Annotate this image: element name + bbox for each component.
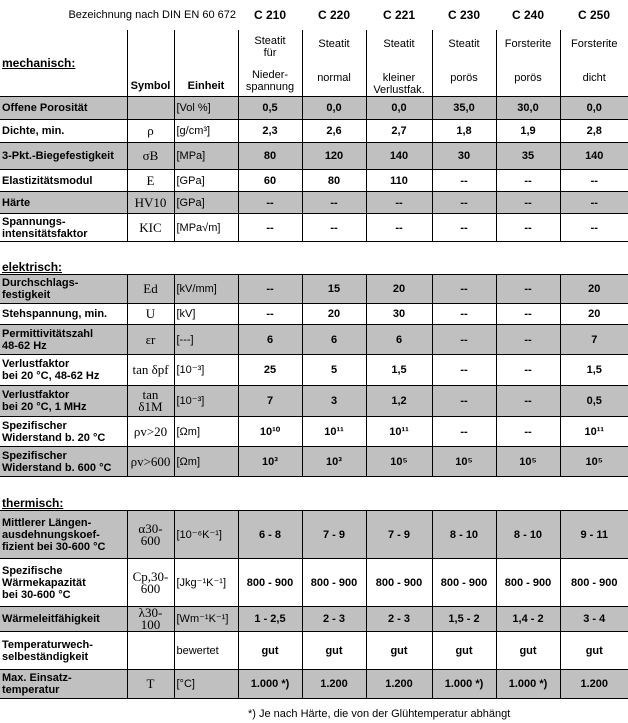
value-cell: 8 - 10 xyxy=(496,511,560,559)
header-title: Bezeichnung nach DIN EN 60 672 xyxy=(68,9,236,21)
value-cell: 25 xyxy=(238,355,302,386)
value-cell: 1.200 xyxy=(366,670,432,699)
material-name-line: dicht xyxy=(582,72,606,84)
property-name xyxy=(0,170,127,192)
value-cell: 35,0 xyxy=(432,97,496,120)
value-cell: 1.200 xyxy=(302,670,366,699)
symbol: εr xyxy=(127,325,174,355)
value-cell: 10¹¹ xyxy=(560,417,628,447)
value-cell: -- xyxy=(238,275,302,304)
symbol: ρv>600 xyxy=(127,447,174,477)
material-name-line xyxy=(499,84,558,96)
unit: [g/cm³] xyxy=(174,120,238,143)
value-cell: 20 xyxy=(302,304,366,325)
value-cell: -- xyxy=(560,170,628,192)
symbol: tan δ1M xyxy=(127,386,174,417)
value-cell: -- xyxy=(238,214,302,242)
value-cell: 140 xyxy=(366,143,432,170)
property-name-line: Elastizitätsmodul xyxy=(2,174,93,187)
value-cell: -- xyxy=(432,192,496,214)
unit: [10⁻³] xyxy=(174,355,238,386)
material-name-line: Nieder- xyxy=(251,69,289,81)
value-cell: 10¹¹ xyxy=(302,417,366,447)
spacer-row xyxy=(0,477,628,496)
property-row xyxy=(0,192,628,214)
value-cell: -- xyxy=(496,275,560,304)
value-cell: 10⁵ xyxy=(560,447,628,477)
property-name-line: intensitätsfaktor xyxy=(2,227,88,240)
property-name-line: temperatur xyxy=(2,684,60,696)
value-cell: -- xyxy=(560,192,628,214)
property-name-line: Offene Porosität xyxy=(2,102,88,114)
unit: [Jkg⁻¹K⁻¹] xyxy=(174,559,238,607)
value-cell: -- xyxy=(432,275,496,304)
property-name-line: bei 30-600 °C xyxy=(2,588,71,601)
value-cell: 7 - 9 xyxy=(366,511,432,559)
property-name xyxy=(0,97,127,120)
material-name-line: porös xyxy=(514,72,542,84)
value-cell: 80 xyxy=(238,143,302,170)
material-code: C 250 xyxy=(577,8,611,22)
property-name-line: Wärmekapazität xyxy=(2,576,86,589)
value-cell: 0,5 xyxy=(238,97,302,120)
value-cell: 1.000 *) xyxy=(238,670,302,699)
value-cell: gut xyxy=(366,632,432,670)
value-cell: 3 - 4 xyxy=(560,607,628,632)
unit: [MPa√m] xyxy=(174,214,238,242)
value-cell: 6 xyxy=(302,325,366,355)
property-name-line: Dichte, min. xyxy=(2,125,65,137)
value-cell: -- xyxy=(496,170,560,192)
value-cell: 2,3 xyxy=(238,120,302,143)
material-name-line: Steatit xyxy=(318,38,350,50)
property-row xyxy=(0,214,628,242)
property-name-line: Spezifische xyxy=(2,564,63,577)
value-cell: 0,0 xyxy=(302,97,366,120)
symbol: HV10 xyxy=(127,192,174,214)
value-cell: 10⁵ xyxy=(432,447,496,477)
material-name xyxy=(366,30,432,97)
unit: [Wm⁻¹K⁻¹] xyxy=(174,607,238,632)
material-code: C 210 xyxy=(253,8,287,22)
value-cell: -- xyxy=(432,386,496,417)
value-cell: gut xyxy=(238,632,302,670)
value-cell: gut xyxy=(560,632,628,670)
property-name xyxy=(0,214,127,242)
symbol-column-header: Symbol xyxy=(127,30,174,97)
property-name-line: bei 20 °C, 1 MHz xyxy=(2,401,87,413)
material-name-line xyxy=(563,50,627,62)
property-row xyxy=(0,417,628,447)
material-code: C 221 xyxy=(382,8,416,22)
value-cell: 30 xyxy=(432,143,496,170)
material-code: C 240 xyxy=(511,8,545,22)
value-cell: gut xyxy=(302,632,366,670)
property-row xyxy=(0,304,628,325)
value-cell: 15 xyxy=(302,275,366,304)
value-cell: 80 xyxy=(302,170,366,192)
value-cell: 1.000 *) xyxy=(496,670,560,699)
unit: [Vol %] xyxy=(174,97,238,120)
value-cell: 0,0 xyxy=(366,97,432,120)
value-cell: 800 - 900 xyxy=(366,559,432,607)
value-cell: 10³ xyxy=(302,447,366,477)
property-name xyxy=(0,120,127,143)
property-row xyxy=(0,559,628,607)
property-name-line: Spannungs- xyxy=(2,215,66,228)
unit: [---] xyxy=(174,325,238,355)
property-name-line: Stehspannung, min. xyxy=(2,308,108,320)
material-name xyxy=(302,30,366,97)
material-name xyxy=(238,30,302,97)
value-cell: 140 xyxy=(560,143,628,170)
value-cell: 2,6 xyxy=(302,120,366,143)
symbol: ρv>20 xyxy=(127,417,174,447)
value-cell: 6 - 8 xyxy=(238,511,302,559)
property-name xyxy=(0,417,127,447)
symbol: Cp,30-600 xyxy=(127,559,174,607)
material-name xyxy=(560,30,628,97)
property-name xyxy=(0,632,127,670)
property-name-line: Mittlerer Längen- xyxy=(2,516,92,529)
property-name-line: Verlustfaktor xyxy=(2,358,70,370)
symbol: E xyxy=(127,170,174,192)
material-name-line xyxy=(435,50,494,62)
symbol: ρ xyxy=(127,120,174,143)
value-cell: -- xyxy=(238,304,302,325)
value-cell: 2 - 3 xyxy=(302,607,366,632)
value-cell: 800 - 900 xyxy=(432,559,496,607)
value-cell: 10⁵ xyxy=(496,447,560,477)
value-cell: 1.000 *) xyxy=(432,670,496,699)
material-name-line: porös xyxy=(450,72,478,84)
value-cell: 10¹¹ xyxy=(366,417,432,447)
value-cell: 120 xyxy=(302,143,366,170)
property-name xyxy=(0,447,127,477)
property-name-line: Härte xyxy=(2,196,31,209)
property-row xyxy=(0,97,628,120)
value-cell: -- xyxy=(496,214,560,242)
property-name xyxy=(0,192,127,214)
value-cell: -- xyxy=(432,417,496,447)
property-row xyxy=(0,325,628,355)
symbol: σB xyxy=(127,143,174,170)
value-cell: -- xyxy=(496,325,560,355)
property-name xyxy=(0,559,127,607)
unit: [Ωm] xyxy=(174,417,238,447)
property-name xyxy=(0,304,127,325)
symbol xyxy=(127,97,174,120)
material-name-line: kleiner xyxy=(382,72,416,84)
property-name-line: bei 20 °C, 48-62 Hz xyxy=(2,370,100,382)
value-cell: 20 xyxy=(560,304,628,325)
unit: [GPa] xyxy=(174,170,238,192)
material-name-line: für xyxy=(263,47,277,59)
value-cell: 5 xyxy=(302,355,366,386)
value-cell: 7 - 9 xyxy=(302,511,366,559)
property-name xyxy=(0,325,127,355)
value-cell: 20 xyxy=(366,275,432,304)
property-name xyxy=(0,355,127,386)
property-row xyxy=(0,170,628,192)
material-name-line: Steatit xyxy=(448,38,480,50)
value-cell: 1 - 2,5 xyxy=(238,607,302,632)
value-cell: -- xyxy=(496,386,560,417)
symbol: Ed xyxy=(127,275,174,304)
property-name xyxy=(0,607,127,632)
property-name-line: Temperaturwech- xyxy=(2,638,93,651)
section-header-row xyxy=(0,496,628,511)
property-row xyxy=(0,447,628,477)
unit: [MPa] xyxy=(174,143,238,170)
property-row xyxy=(0,355,628,386)
value-cell: 7 xyxy=(560,325,628,355)
value-cell: 6 xyxy=(238,325,302,355)
symbol: U xyxy=(127,304,174,325)
value-cell: 1.200 xyxy=(560,670,628,699)
property-name-line: festigkeit xyxy=(2,289,51,301)
material-code: C 230 xyxy=(447,8,481,22)
value-cell: gut xyxy=(496,632,560,670)
property-row xyxy=(0,275,628,304)
material-name-line xyxy=(563,84,627,96)
value-cell: 60 xyxy=(238,170,302,192)
value-cell: -- xyxy=(432,214,496,242)
symbol xyxy=(127,632,174,670)
value-cell: 3 xyxy=(302,386,366,417)
value-cell: 0,0 xyxy=(560,97,628,120)
property-row xyxy=(0,632,628,670)
unit: [Ωm] xyxy=(174,447,238,477)
unit: [10⁻³] xyxy=(174,386,238,417)
value-cell: 35 xyxy=(496,143,560,170)
property-name-line: fizient bei 30-600 °C xyxy=(2,540,106,553)
material-name-line xyxy=(369,50,430,62)
value-cell: -- xyxy=(302,214,366,242)
unit: [10⁻⁶K⁻¹] xyxy=(174,511,238,559)
material-name-line: Verlustfak. xyxy=(373,84,425,96)
property-name-line: Max. Einsatz- xyxy=(2,672,72,684)
value-cell: 10¹⁰ xyxy=(238,417,302,447)
symbol: T xyxy=(127,670,174,699)
value-cell: -- xyxy=(496,304,560,325)
material-name-line: spannung xyxy=(245,81,295,93)
value-cell: 1,8 xyxy=(432,120,496,143)
value-cell: -- xyxy=(432,304,496,325)
header-row-codes xyxy=(0,0,628,30)
value-cell: 800 - 900 xyxy=(496,559,560,607)
unit-column-header: Einheit xyxy=(174,30,238,97)
material-name xyxy=(496,30,560,97)
material-name xyxy=(432,30,496,97)
property-row xyxy=(0,670,628,699)
property-name xyxy=(0,386,127,417)
symbol: tan δpf xyxy=(127,355,174,386)
value-cell: -- xyxy=(560,214,628,242)
value-cell: 0,5 xyxy=(560,386,628,417)
value-cell: -- xyxy=(432,170,496,192)
property-name-line: ausdehnungskoef- xyxy=(2,528,100,541)
value-cell: 1,2 xyxy=(366,386,432,417)
material-name-line: Forsterite xyxy=(504,38,552,50)
material-code: C 220 xyxy=(317,8,351,22)
material-name-line: Steatit xyxy=(254,35,286,47)
property-name xyxy=(0,143,127,170)
value-cell: -- xyxy=(302,192,366,214)
value-cell: -- xyxy=(432,325,496,355)
section-header-row xyxy=(0,260,628,275)
value-cell: 800 - 900 xyxy=(302,559,366,607)
value-cell: gut xyxy=(432,632,496,670)
value-cell: 30 xyxy=(366,304,432,325)
value-cell: 8 - 10 xyxy=(432,511,496,559)
value-cell: 7 xyxy=(238,386,302,417)
unit: [kV] xyxy=(174,304,238,325)
symbol: α30-600 xyxy=(127,511,174,559)
value-cell: 1,4 - 2 xyxy=(496,607,560,632)
value-cell: 1,5 - 2 xyxy=(432,607,496,632)
value-cell: 800 - 900 xyxy=(560,559,628,607)
value-cell: 30,0 xyxy=(496,97,560,120)
property-name-line: Widerstand b. 600 °C xyxy=(2,461,112,474)
value-cell: 10⁵ xyxy=(366,447,432,477)
material-name-line: normal xyxy=(317,72,351,84)
property-name xyxy=(0,275,127,304)
property-name xyxy=(0,670,127,699)
material-name-line xyxy=(305,50,364,62)
header-row-names xyxy=(0,30,628,97)
symbol: λ30-100 xyxy=(127,607,174,632)
section-title: mechanisch: xyxy=(0,30,127,97)
property-name xyxy=(0,511,127,559)
property-row xyxy=(0,120,628,143)
value-cell: -- xyxy=(496,355,560,386)
value-cell: 20 xyxy=(560,275,628,304)
property-name-line: Wärmeleitfähigkeit xyxy=(2,613,100,625)
section-title: elektrisch: xyxy=(2,259,63,274)
property-name-line: 48-62 Hz xyxy=(2,339,47,352)
property-row xyxy=(0,511,628,559)
symbol: KIC xyxy=(127,214,174,242)
property-row xyxy=(0,143,628,170)
property-name-line: Verlustfaktor xyxy=(2,389,70,401)
value-cell: 9 - 11 xyxy=(560,511,628,559)
property-row xyxy=(0,386,628,417)
value-cell: -- xyxy=(432,355,496,386)
material-name-line xyxy=(499,50,558,62)
value-cell: 1,9 xyxy=(496,120,560,143)
footnote: *) Je nach Härte, die von der Glühtemperatur abhängt xyxy=(248,708,511,720)
value-cell: -- xyxy=(366,214,432,242)
value-cell: -- xyxy=(496,417,560,447)
material-name-line: Steatit xyxy=(383,38,415,50)
value-cell: 110 xyxy=(366,170,432,192)
unit: [°C] xyxy=(174,670,238,699)
value-cell: 2,8 xyxy=(560,120,628,143)
property-name-line: Spezifischer xyxy=(2,419,67,432)
value-cell: -- xyxy=(366,192,432,214)
property-name-line: selbeständigkeit xyxy=(2,650,89,663)
property-name-line: Widerstand b. 20 °C xyxy=(2,431,106,444)
unit: [kV/mm] xyxy=(174,275,238,304)
value-cell: 6 xyxy=(366,325,432,355)
material-name-line: Forsterite xyxy=(571,38,618,50)
value-cell: 1,5 xyxy=(560,355,628,386)
value-cell: -- xyxy=(496,192,560,214)
value-cell: 1,5 xyxy=(366,355,432,386)
spacer-row xyxy=(0,242,628,260)
value-cell: -- xyxy=(238,192,302,214)
property-name-line: 3-Pkt.-Biegefestigkeit xyxy=(2,150,114,162)
property-row xyxy=(0,607,628,632)
property-name-line: Durchschlags- xyxy=(2,277,79,289)
property-name-line: Permittivitätszahl xyxy=(2,327,94,340)
material-name-line xyxy=(435,84,494,96)
value-cell: 800 - 900 xyxy=(238,559,302,607)
value-cell: 2 - 3 xyxy=(366,607,432,632)
unit: [GPa] xyxy=(174,192,238,214)
unit: bewertet xyxy=(174,632,238,670)
value-cell: 2,7 xyxy=(366,120,432,143)
section-title: thermisch: xyxy=(2,495,64,510)
material-name-line xyxy=(305,84,364,96)
property-name-line: Spezifischer xyxy=(2,449,67,462)
value-cell: 10³ xyxy=(238,447,302,477)
